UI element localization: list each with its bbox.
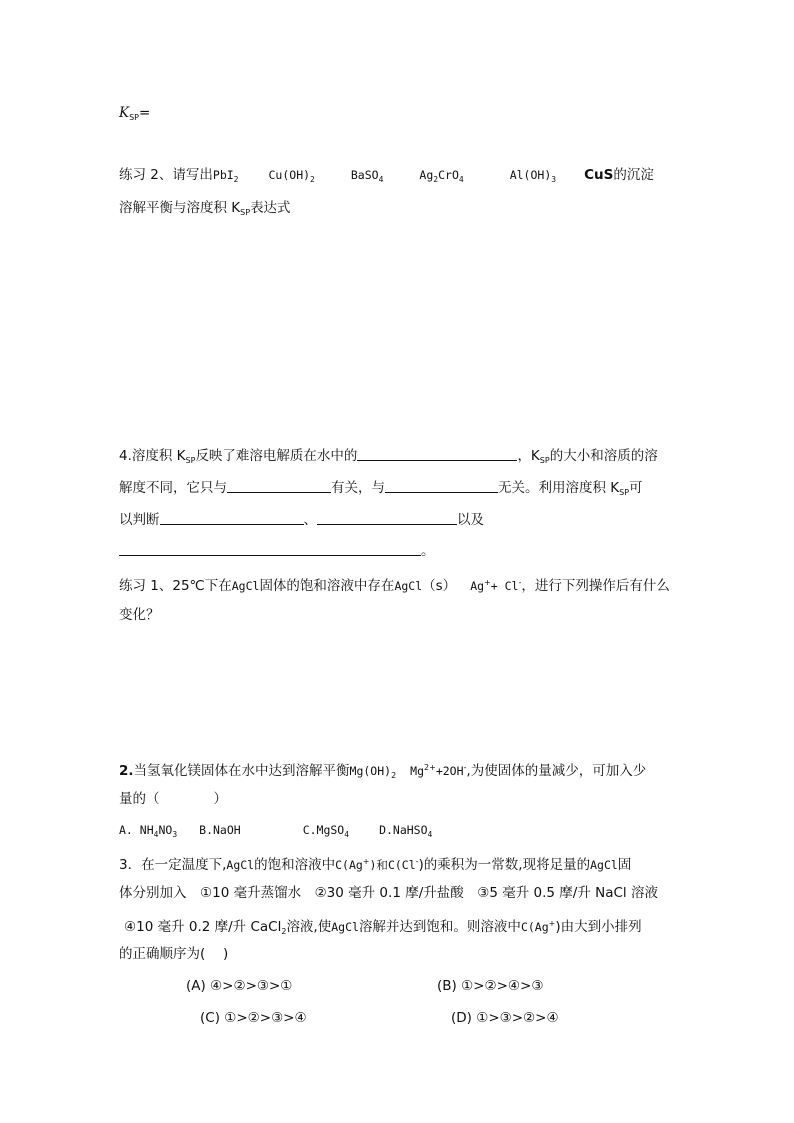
q3-option-a[interactable]: (A) ④>②>③>①	[186, 978, 293, 994]
answer-blank-3[interactable]	[385, 479, 498, 493]
exercise2-line1	[119, 165, 654, 190]
ksp-expression-line	[119, 103, 150, 128]
q2-option-a[interactable]: A. $NH_4NO_3$	[119, 823, 178, 839]
q2-option-c[interactable]: C.MgSO$_4$	[302, 823, 350, 839]
ksp-equals: =	[139, 105, 151, 121]
answer-blank-1[interactable]	[357, 447, 517, 461]
exercise1-line2: 变化？	[119, 607, 160, 623]
q3-line4: 的正确顺序为( )	[119, 946, 229, 962]
answer-blank-2[interactable]	[227, 479, 331, 493]
exercise2-prefix: 练习 2、请写出	[119, 167, 213, 183]
q2-line1: 2.当氢氧化镁固体在水中达到溶解平衡$Mg(OH)_2$ $Mg^{2+}+2OH^-$,为使固体的量减少，可加入少	[119, 763, 647, 780]
q4-line2: 解度不同，它只与 有关，与 无关。利用溶度积 $K_{SP}$可	[119, 480, 643, 497]
answer-blank-6[interactable]	[119, 542, 421, 556]
q3-line3: ④10 毫升 0.2 摩/升 CaCl$_2$溶液,使AgCl溶解并达到饱和。则溶液中C(Ag+)由大到小排列	[124, 919, 642, 936]
formula-baso4: BaSO$_4$	[350, 168, 384, 184]
q2-options	[119, 820, 432, 845]
q4-line4: 。	[119, 541, 435, 561]
q4-line1: 4.溶度积 $K_{SP}$反映了难溶电解质在水中的 ，$K_{SP}$的大小和溶质的溶	[119, 448, 658, 465]
ksp-k: K	[119, 105, 130, 121]
q2-option-b[interactable]: B.NaOH	[199, 823, 241, 837]
q3-option-b[interactable]: (B) ①>②>④>③	[437, 978, 544, 994]
exercise1-line1: 练习 1、25℃下在AgCl固体的饱和溶液中存在AgCl（s） Ag++ Cl-，进行下列操作后有什么	[119, 578, 670, 594]
formula-ag2cro4: $Ag_2CrO_4$	[419, 168, 464, 184]
exercise2-line2: 溶解平衡与溶度积 $K_{SP}$表达式	[119, 200, 291, 217]
q3-line2: 体分别加入 ①10 毫升蒸馏水 ②30 毫升 0.1 摩/升盐酸 ③5 毫升 0.5 摩/升 NaCl 溶液	[119, 885, 658, 901]
formula-aloh3: $Al(OH)_3$	[509, 168, 557, 184]
q3-line1: 3．在一定温度下,AgCl的饱和溶液中C(Ag+)和C(Cl-)的乘积为一常数,现将足量的AgCl固	[119, 857, 632, 873]
formula-cus: CuS	[584, 167, 614, 183]
answer-blank-4[interactable]	[160, 511, 304, 525]
q3-option-c[interactable]: (C) ①>②>③>④	[200, 1010, 307, 1026]
q2-line2: 量的（ ）	[119, 791, 227, 807]
formula-cuoh2: $Cu(OH)_2$	[268, 168, 315, 184]
q3-option-d[interactable]: (D) ①>③>②>④	[451, 1010, 559, 1026]
q4-line3: 以判断 、 以及	[119, 512, 484, 528]
answer-blank-5[interactable]	[317, 511, 457, 525]
ksp-sub: SP	[129, 113, 139, 122]
exercise2-suffix: 的沉淀	[613, 167, 654, 183]
q2-option-d[interactable]: D.NaHSO$_4$	[379, 823, 433, 839]
formula-pbi2: PbI$_2$	[212, 168, 239, 184]
